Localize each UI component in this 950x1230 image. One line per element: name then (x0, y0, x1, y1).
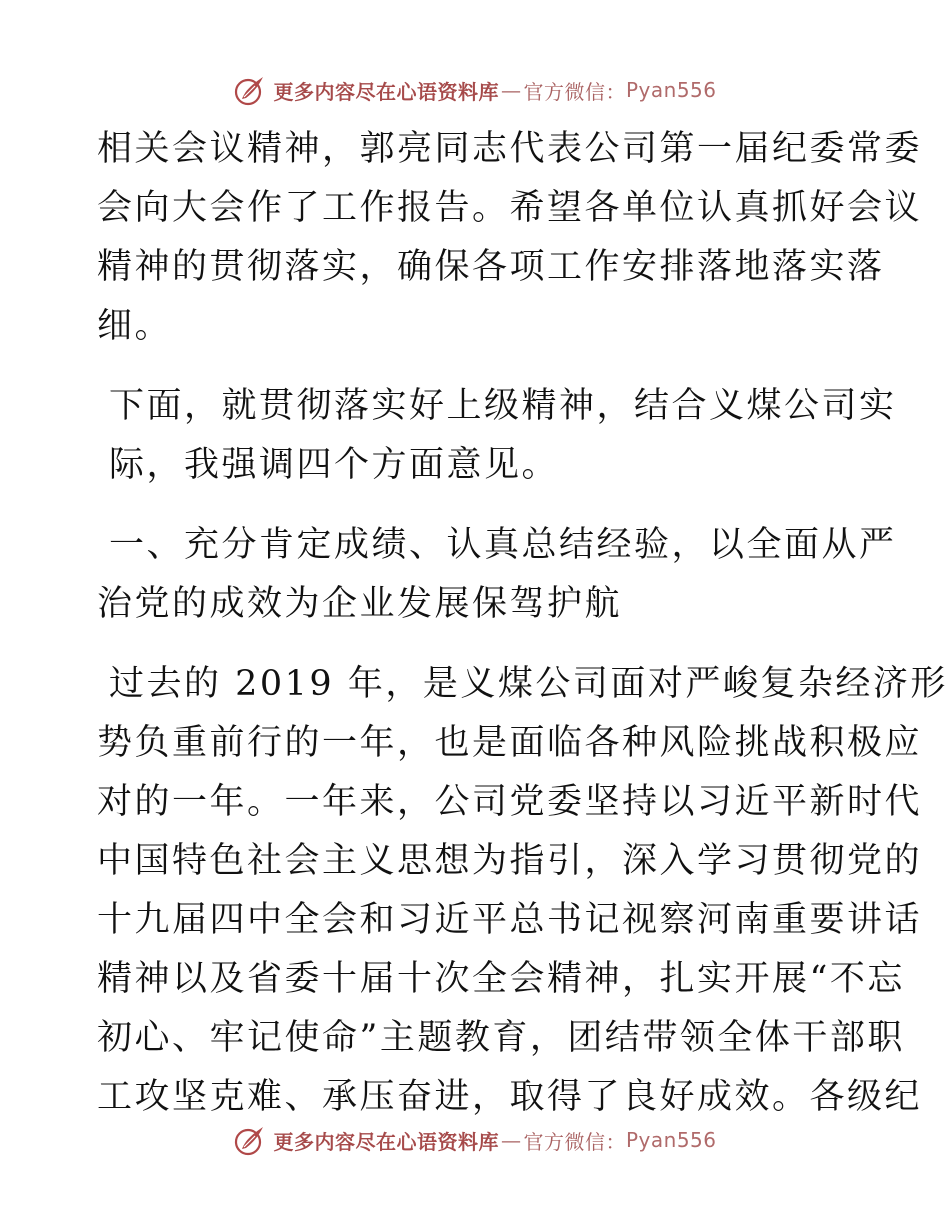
text-line: 际，我强调四个方面意见。 (109, 445, 560, 485)
banner-wechat-id: Pyan556 (625, 1128, 717, 1152)
text-line: 十九届四中全会和习近平总书记视察河南重要讲话 (97, 900, 923, 940)
paragraph-2 (97, 377, 897, 495)
banner-dash: — (500, 1128, 522, 1152)
quill-pen-logo-icon (233, 1123, 267, 1157)
banner-main-text: 更多内容尽在心语资料库 (273, 1129, 499, 1154)
text-line: 精神以及省委十届十次全会精神，扎实开展“不忘 (97, 959, 905, 999)
text-line: 细。 (97, 306, 173, 346)
text-line: 势负重前行的一年，也是面临各种风险挑战积极应 (97, 723, 923, 763)
text-line: 治党的成效为企业发展保驾护航 (97, 584, 623, 624)
text-line: 过去的 2019 年，是义煤公司面对严峻复杂经济形 (109, 664, 948, 704)
banner-dash: — (500, 78, 522, 102)
text-line: 工攻坚克难、承压奋进，取得了良好成效。各级纪 (97, 1077, 923, 1117)
text-line: 一、充分肯定成绩、认真总结经验，以全面从严 (109, 525, 897, 565)
text-line: 对的一年。一年来，公司党委坚持以习近平新时代 (97, 782, 923, 822)
section-heading-1 (97, 516, 897, 634)
header-watermark-banner (0, 70, 950, 110)
banner-main-text: 更多内容尽在心语资料库 (273, 79, 499, 104)
document-body (97, 120, 948, 1127)
text-line: 精神的贯彻落实，确保各项工作安排落地落实落 (97, 247, 885, 287)
text-line: 初心、牢记使命”主题教育，团结带领全体干部职 (97, 1018, 905, 1058)
footer-watermark-banner (0, 1120, 950, 1160)
text-line: 下面，就贯彻落实好上级精神，结合义煤公司实 (109, 386, 897, 426)
banner-wechat-label: 官方微信： (523, 79, 626, 104)
text-line: 会向大会作了工作报告。希望各单位认真抓好会议 (97, 188, 923, 228)
text-line: 相关会议精神，郭亮同志代表公司第一届纪委常委 (97, 129, 923, 169)
banner-wechat-id: Pyan556 (625, 78, 717, 102)
paragraph-1 (97, 120, 923, 356)
paragraph-4 (97, 655, 948, 1127)
banner-wechat-label: 官方微信： (523, 1129, 626, 1154)
text-line: 中国特色社会主义思想为指引，深入学习贯彻党的 (97, 841, 923, 881)
quill-pen-logo-icon (233, 73, 267, 107)
